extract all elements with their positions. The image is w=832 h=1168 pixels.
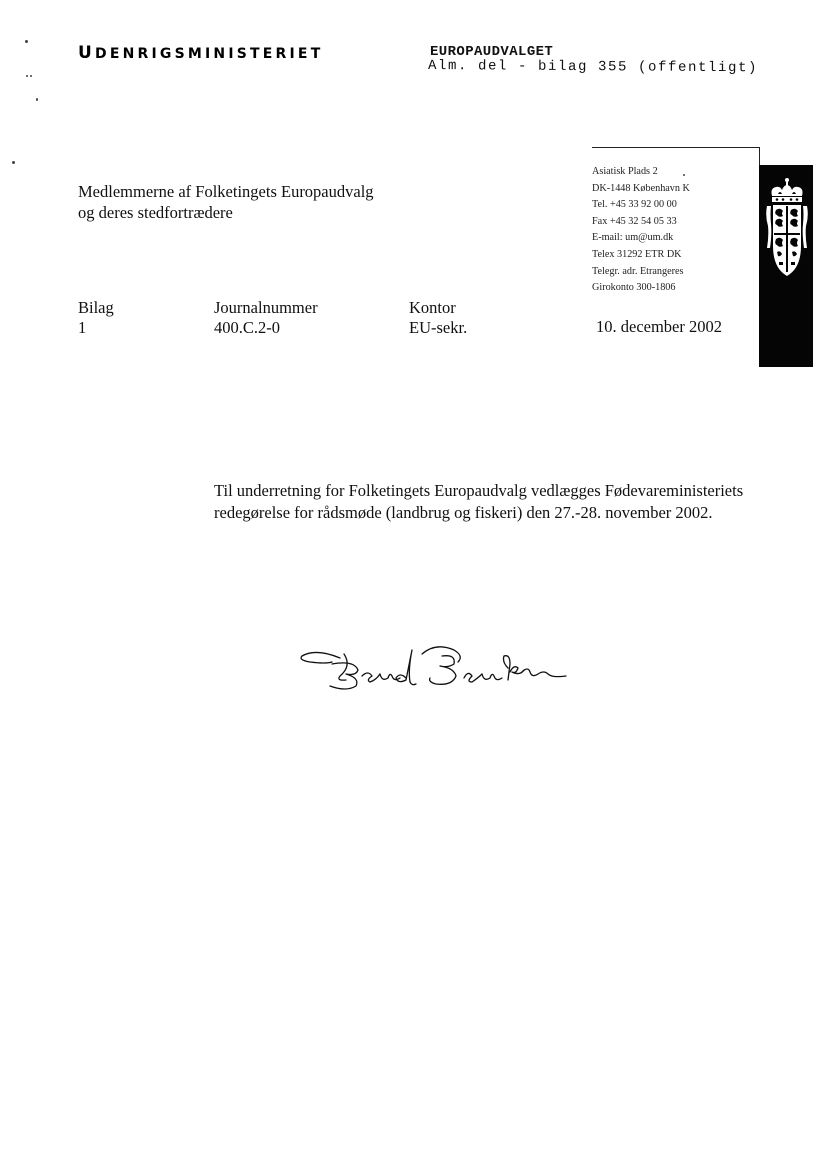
signature-image bbox=[296, 636, 572, 698]
ministry-name-rest: DENRIGSMINISTERIET bbox=[95, 46, 324, 62]
coat-of-arms-icon bbox=[766, 176, 808, 280]
ministry-initial: U bbox=[78, 43, 96, 63]
kontor-value: EU-sekr. bbox=[409, 318, 468, 337]
bilag-value: 1 bbox=[78, 318, 87, 337]
bilag-label: Bilag bbox=[78, 298, 114, 317]
contact-address: Asiatisk Plads 2 bbox=[592, 166, 658, 177]
scan-speck bbox=[30, 75, 32, 77]
contact-tel: Tel. +45 33 92 00 00 bbox=[592, 199, 677, 211]
contact-telex: Telex 31292 ETR DK bbox=[592, 248, 682, 260]
kontor-field bbox=[409, 298, 467, 338]
journal-field bbox=[214, 298, 318, 338]
scan-speck bbox=[36, 98, 38, 101]
contact-telegram: Telegr. adr. Etrangeres bbox=[592, 265, 684, 277]
recipient-line: Medlemmerne af Folketingets Europaudvalg bbox=[78, 182, 374, 201]
bilag-field bbox=[78, 298, 114, 338]
document-stamp: Alm. del - bilag 355 (offentligt) bbox=[427, 58, 759, 77]
scan-speck bbox=[26, 75, 28, 77]
contact-city: DK-1448 København K bbox=[592, 182, 690, 194]
contact-divider bbox=[592, 147, 760, 148]
ministry-name bbox=[78, 43, 323, 63]
contact-email: E-mail: um@um.dk bbox=[592, 232, 674, 244]
kontor-label: Kontor bbox=[409, 298, 456, 317]
recipient-block bbox=[78, 181, 374, 223]
contact-fax: Fax +45 32 54 05 33 bbox=[592, 215, 677, 227]
journal-label: Journalnummer bbox=[214, 298, 318, 317]
journal-value: 400.C.2-0 bbox=[214, 318, 280, 337]
body-paragraph: Til underretning for Folketingets Europaudvalg vedlægges Fødevareministeriets redegørelse for rådsmøde (landbrug og fiskeri) den 27.-28. november 2002. bbox=[214, 481, 744, 522]
scan-speck bbox=[25, 40, 28, 43]
scan-speck bbox=[12, 161, 15, 164]
contact-block bbox=[592, 164, 690, 297]
recipient-line: og deres stedfortrædere bbox=[78, 203, 233, 222]
letter-date: 10. december 2002 bbox=[596, 317, 722, 336]
committee-name: EUROPAUDVALGET bbox=[430, 44, 554, 60]
contact-giro: Girokonto 300-1806 bbox=[592, 282, 676, 294]
